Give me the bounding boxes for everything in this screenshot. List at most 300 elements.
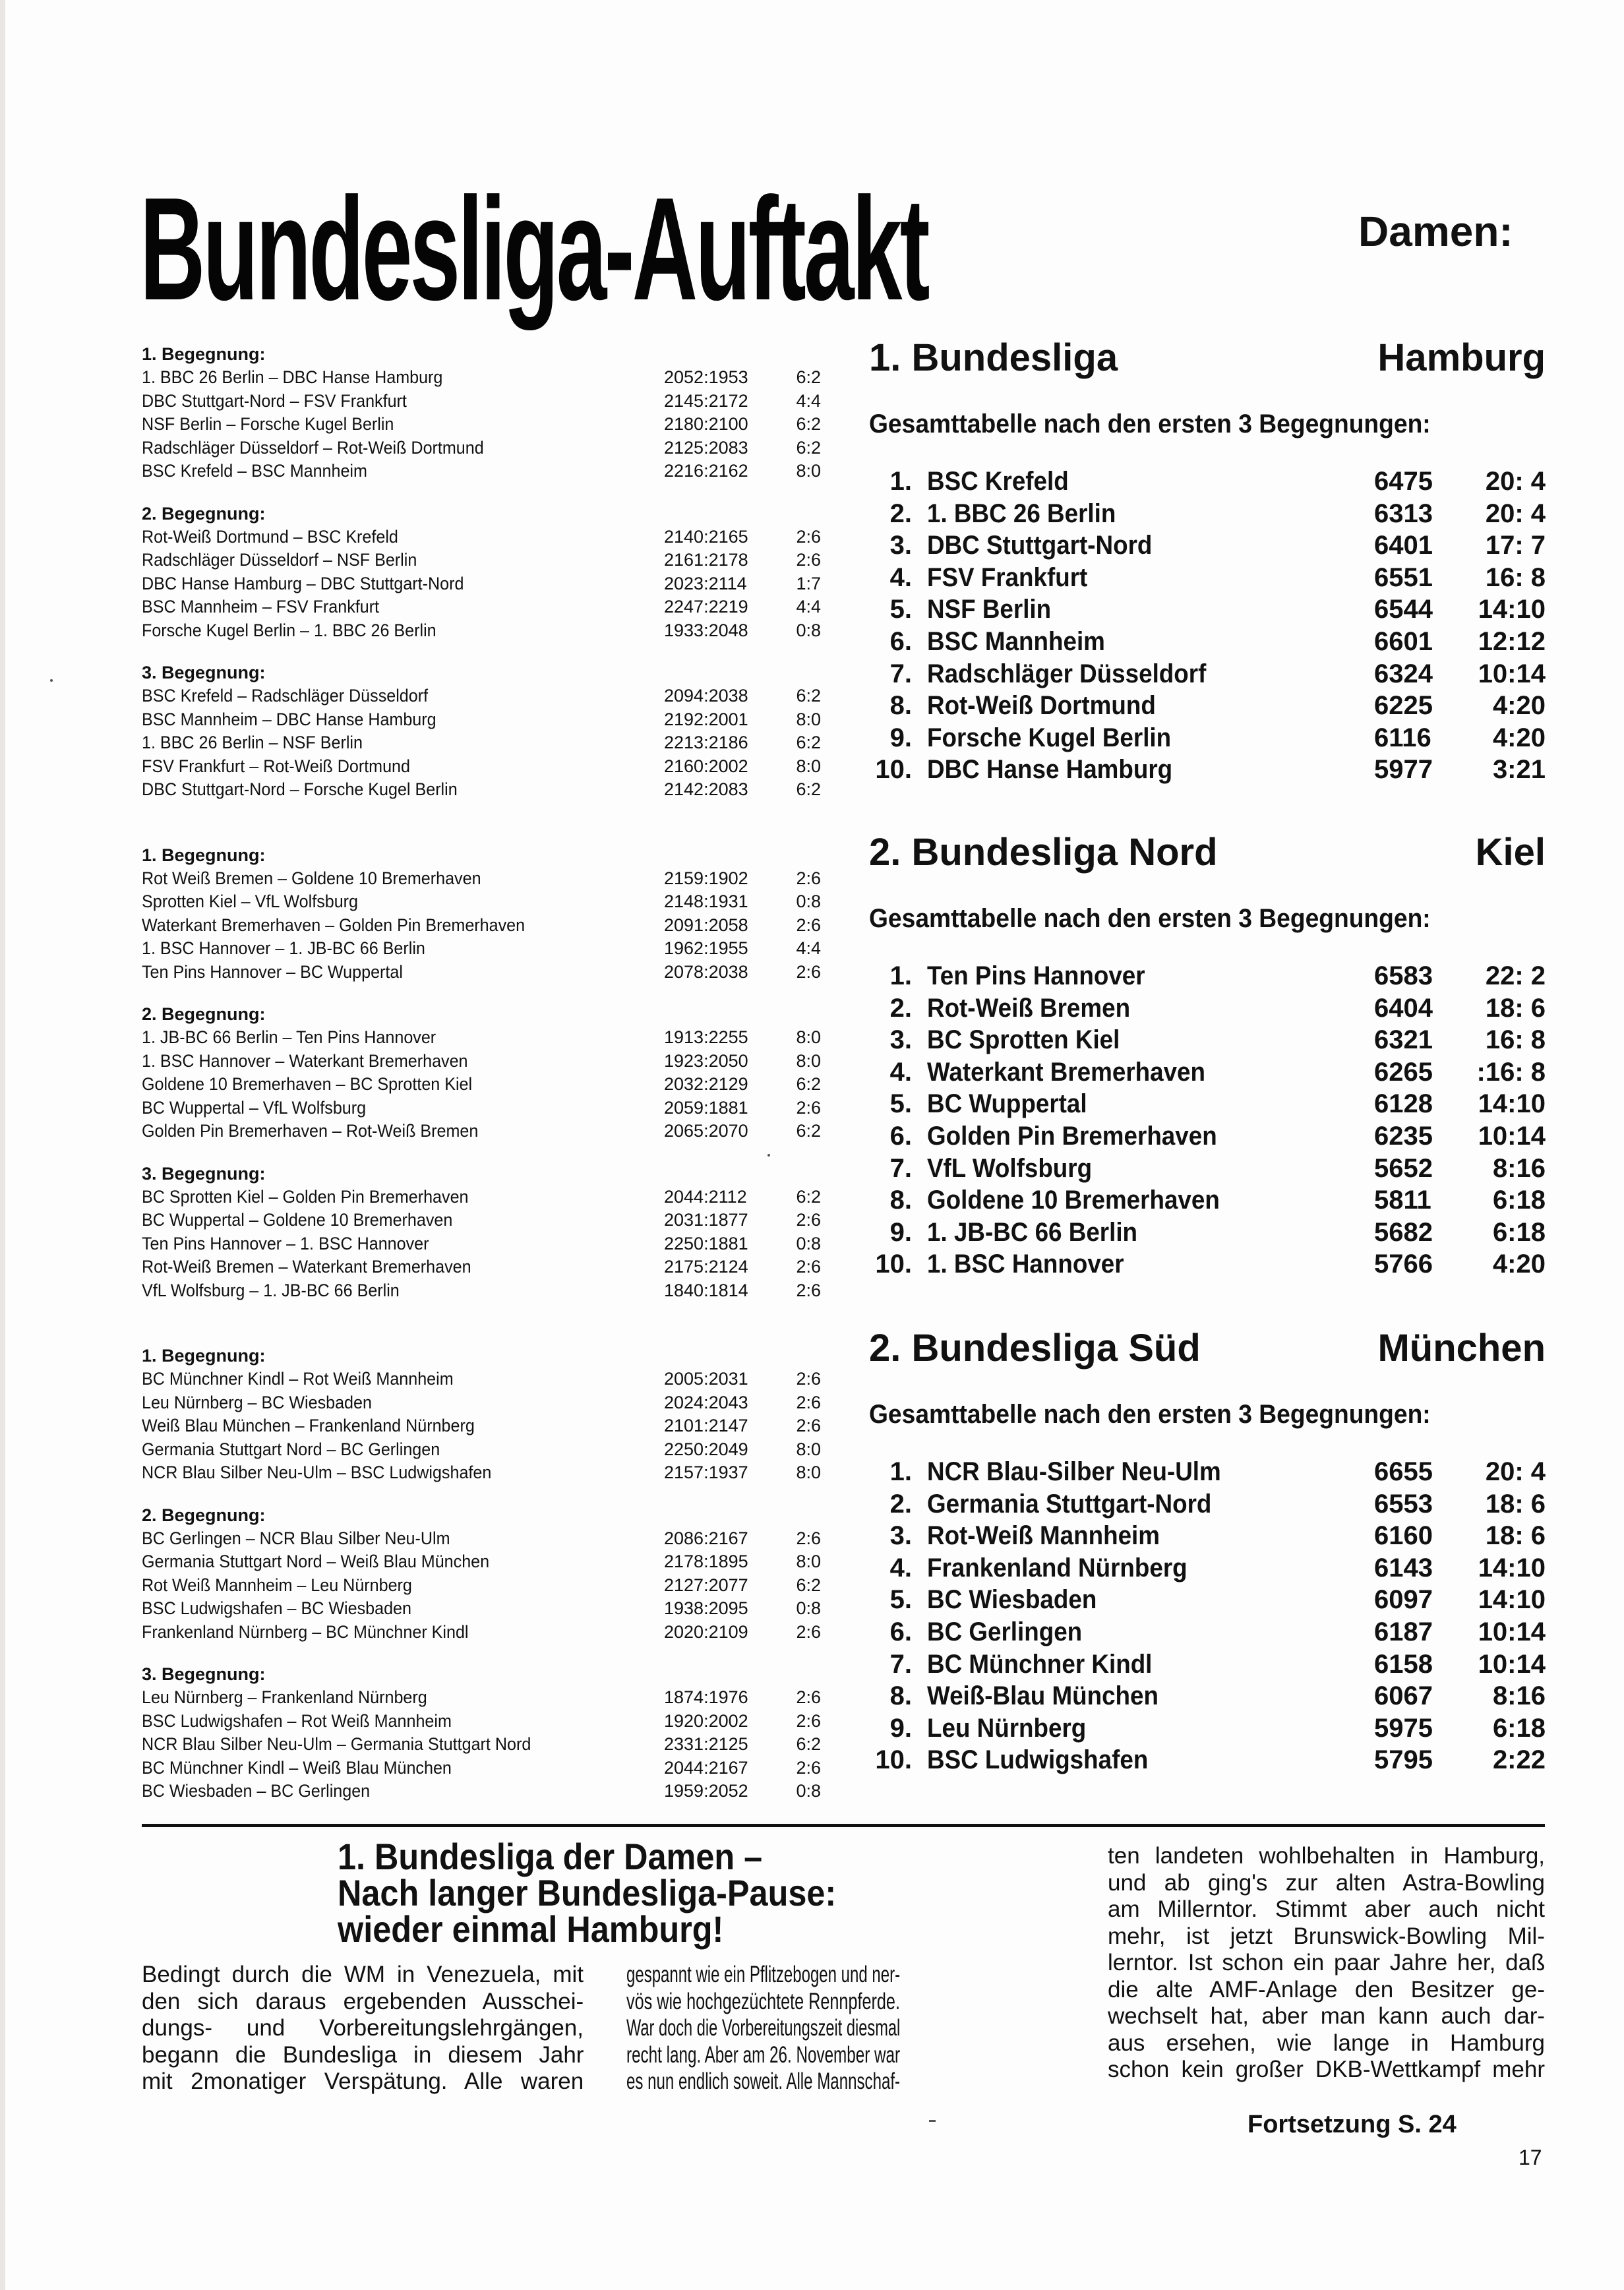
standings-row [869,1744,1546,1776]
match-teams: Ten Pins Hannover – 1. BSC Hannover [142,1233,429,1253]
match-teams: 1. BSC Hannover – Waterkant Bremerhaven [142,1050,468,1071]
standings-subtitle: Gesamttabelle nach den ersten 3 Begegnungen: [869,409,1431,438]
match-pins: 2247:2219 [664,597,748,617]
match-points: 6:2 [796,414,821,434]
match-pins: 2161:2178 [664,550,748,570]
standing-pins: 6655 [1374,1457,1433,1486]
standings-row [869,1680,1546,1712]
standing-rank: 10. [875,1250,912,1279]
article-line: den sich daraus ergebenden Ausschei- [142,1988,584,2014]
standing-rank: 4. [889,1553,912,1582]
match-points: 2:6 [796,1757,821,1778]
standing-team: Germania Stuttgart-Nord [927,1489,1212,1519]
section-label-damen: Damen: [1358,208,1513,255]
standing-rank: 3. [889,531,912,560]
article-line: die alte AMF-Anlage den Besitzer ge- [1108,1976,1545,2003]
standing-team: Waterkant Bremerhaven [927,1057,1206,1087]
match-points: 0:8 [796,891,821,911]
match-pins: 2180:2100 [664,414,748,434]
match-points: 2:6 [796,1369,821,1389]
match-teams: DBC Hanse Hamburg – DBC Stuttgart-Nord [142,573,464,593]
match-pins: 2044:2167 [664,1757,748,1778]
standing-points: 12:12 [1478,626,1546,656]
standings-row [869,1153,1546,1185]
standings-row [869,722,1546,754]
match-row [142,1550,821,1574]
match-points: 6:2 [796,1121,821,1141]
standing-team: Leu Nürnberg [927,1713,1087,1743]
standings-subtitle: Gesamttabelle nach den ersten 3 Begegnungen: [869,1400,1431,1429]
league-name: 1. Bundesliga [869,336,1118,379]
match-pins: 1874:1976 [664,1687,748,1707]
standing-points: 20: 4 [1485,467,1546,496]
standings-row [869,593,1546,626]
match-teams: Rot Weiß Mannheim – Leu Nürnberg [142,1575,412,1595]
match-points: 2:6 [796,1416,821,1435]
league-heading [869,335,1546,381]
match-teams: NSF Berlin – Forsche Kugel Berlin [142,414,394,434]
standing-pins: 6404 [1374,993,1433,1023]
standing-team: 1. JB-BC 66 Berlin [927,1217,1138,1247]
match-row [142,1438,821,1462]
standing-points: 10:14 [1478,1649,1546,1679]
article-line: es nun endlich soweit. Alle Mannschaf- [626,2068,901,2094]
match-pins: 2094:2038 [664,686,748,706]
match-teams: Leu Nürnberg – Frankenland Nürnberg [142,1687,427,1707]
standing-pins: 6116 [1374,723,1431,752]
standing-rank: 9. [889,723,912,752]
headline-line: wieder einmal Hamburg! [338,1908,724,1950]
standing-team: BSC Krefeld [927,467,1069,496]
match-teams: BC Münchner Kindl – Rot Weiß Mannheim [142,1369,454,1389]
standings-row [869,690,1546,722]
standing-team: Frankenland Nürnberg [927,1553,1188,1582]
standing-rank: 1. [889,467,912,496]
match-teams: 1. BBC 26 Berlin – DBC Hanse Hamburg [142,367,443,387]
standing-points: 4:20 [1492,691,1546,721]
standing-rank: 1. [889,961,912,990]
standings-row [869,1024,1546,1056]
standing-team: DBC Hanse Hamburg [927,755,1173,785]
match-pins: 2023:2114 [664,573,747,593]
match-points: 6:2 [796,1074,821,1094]
match-pins: 2125:2083 [664,437,748,458]
match-points: 8:0 [796,709,821,729]
standing-team: BC Wuppertal [927,1089,1087,1119]
standing-pins: 5652 [1374,1153,1433,1183]
match-teams: Golden Pin Bremerhaven – Rot-Weiß Bremen [142,1121,479,1141]
standings-row [869,1248,1546,1281]
standing-points: 18: 6 [1485,1521,1546,1551]
standing-rank: 6. [889,1121,912,1151]
match-pins: 1959:2052 [664,1781,748,1801]
standing-team: BC Gerlingen [927,1617,1083,1646]
match-points: 4:4 [796,597,821,617]
match-teams: Radschläger Düsseldorf – NSF Berlin [142,550,417,570]
match-row [142,1368,821,1391]
league-heading [869,1325,1546,1371]
match-row [142,708,821,732]
article-line: War doch die Vorbereitungszeit diesmal [626,2015,901,2041]
match-row [142,890,821,914]
match-row [142,961,821,984]
match-teams: FSV Frankfurt – Rot-Weiß Dortmund [142,756,410,776]
match-teams: Sprotten Kiel – VfL Wolfsburg [142,891,358,911]
match-pins: 1913:2255 [664,1027,748,1047]
standing-pins: 6324 [1374,659,1433,688]
match-pins: 2031:1877 [664,1210,748,1230]
league-venue: München [1377,1327,1546,1370]
standing-pins: 6475 [1374,467,1433,496]
headline-line: 1. Bundesliga der Damen – [338,1836,763,1877]
match-pins: 2145:2172 [664,390,748,411]
match-pins: 2148:1931 [664,891,748,911]
standing-rank: 7. [889,659,912,688]
match-points: 6:2 [796,1575,821,1595]
article-column-1 [142,1962,584,2095]
match-points: 6:2 [796,437,821,458]
standings-row [869,626,1546,658]
match-teams: Weiß Blau München – Frankenland Nürnberg [142,1416,475,1435]
round-heading: 2. Begegnung: [142,1004,266,1024]
standing-team: Rot-Weiß Bremen [927,993,1131,1023]
match-points: 0:8 [796,1781,821,1801]
match-teams: Germania Stuttgart Nord – Weiß Blau München [142,1552,490,1571]
standing-rank: 2. [889,498,912,528]
match-pins: 2331:2125 [664,1734,748,1754]
match-row [142,1255,821,1279]
match-teams: DBC Stuttgart-Nord – FSV Frankfurt [142,390,407,411]
article-line: und ab ging's zur alten Astra-Bowling [1108,1869,1545,1896]
article-line: Bedingt durch die WM in Venezuela, mit [142,1962,584,1987]
standings-row [869,1120,1546,1153]
match-pins: 2160:2002 [664,756,748,776]
standings-row [869,992,1546,1025]
standing-pins: 6225 [1374,691,1433,721]
match-pins: 1920:2002 [664,1710,748,1731]
standings-row [869,1488,1546,1521]
page-title: Bundesliga-Auftakt [140,167,928,331]
standing-team: 1. BBC 26 Berlin [927,498,1116,528]
match-pins: 2213:2186 [664,733,748,752]
standings-row [869,754,1546,786]
round-heading: 1. Begegnung: [142,845,266,865]
match-row [142,1527,821,1551]
standing-pins: 6128 [1374,1089,1433,1119]
standing-pins: 6097 [1374,1585,1433,1615]
match-row [142,1461,821,1485]
standings-row [869,1712,1546,1745]
print-speck [929,2120,936,2122]
standing-team: BSC Ludwigshafen [927,1745,1149,1775]
article-line: mit 2monatiger Verspätung. Alle waren [142,2068,584,2094]
match-row [142,413,821,437]
match-row [142,1414,821,1438]
standings-row [869,1616,1546,1648]
match-teams: BC Wuppertal – Goldene 10 Bremerhaven [142,1210,453,1230]
match-teams: BSC Ludwigshafen – BC Wiesbaden [142,1598,411,1618]
match-row [142,549,821,572]
match-points: 2:6 [796,868,821,888]
standing-team: BC Sprotten Kiel [927,1025,1120,1055]
standing-pins: 6544 [1374,595,1433,624]
standing-points: 14:10 [1478,1585,1546,1615]
standing-pins: 5682 [1374,1217,1433,1247]
match-pins: 2024:2043 [664,1392,748,1412]
match-pins: 2142:2083 [664,779,748,799]
standings-row [869,1088,1546,1120]
match-points: 6:2 [796,1734,821,1754]
match-row [142,1391,821,1415]
match-pins: 2052:1953 [664,367,748,387]
article-line: dungs- und Vorbereitungslehrgängen, [142,2015,584,2041]
standings-row [869,1056,1546,1089]
match-points: 8:0 [796,1027,821,1047]
match-row [142,1120,821,1143]
standing-points: 8:16 [1492,1153,1546,1183]
match-pins: 2178:1895 [664,1552,748,1571]
standing-pins: 5795 [1374,1745,1433,1775]
standing-team: Rot-Weiß Dortmund [927,691,1156,721]
round-heading: 3. Begegnung: [142,663,266,682]
match-results [142,343,821,1846]
article-line: schon kein großer DKB-Wettkampf mehr [1108,2057,1545,2082]
round-group [142,1663,821,1803]
match-row [142,778,821,802]
article-line: wechselt hat, aber man kann auch dar- [1108,2003,1546,2029]
match-points: 6:2 [796,367,821,387]
match-pins: 2059:1881 [664,1097,748,1118]
match-points: 2:6 [796,1710,821,1731]
match-points: 0:8 [796,1598,821,1618]
match-pins: 1840:1814 [664,1280,748,1300]
match-row [142,1621,821,1644]
match-teams: Rot Weiß Bremen – Goldene 10 Bremerhaven [142,868,481,888]
match-row [142,1597,821,1621]
article-line: begann die Bundesliga in diesem Jahr [142,2041,584,2068]
match-row [142,366,821,390]
match-teams: Forsche Kugel Berlin – 1. BBC 26 Berlin [142,620,436,640]
standing-points: 18: 6 [1485,993,1546,1023]
standings-row [869,1584,1546,1616]
standings-row [869,498,1546,530]
standings-row [869,466,1546,498]
match-points: 6:2 [796,779,821,799]
match-pins: 1923:2050 [664,1050,748,1071]
standing-pins: 6551 [1374,562,1433,592]
match-pins: 1938:2095 [664,1598,748,1618]
standing-team: FSV Frankfurt [927,562,1088,592]
match-row [142,1186,821,1209]
standing-team: DBC Stuttgart-Nord [927,531,1153,560]
match-pins: 2078:2038 [664,961,748,982]
article-line: aus ersehen, wie lange in Hamburg [1108,2030,1545,2056]
round-group [142,1162,821,1303]
match-points: 2:6 [796,1621,821,1642]
standing-rank: 9. [889,1217,912,1247]
league-name: 2. Bundesliga Nord [869,831,1218,874]
match-pins: 2175:2124 [664,1257,748,1277]
standing-rank: 5. [889,1089,912,1119]
match-row [142,1710,821,1733]
round-heading: 2. Begegnung: [142,503,266,524]
standing-points: 17: 7 [1485,531,1546,560]
match-pins: 2101:2147 [664,1416,748,1435]
match-row [142,526,821,549]
standing-team: VfL Wolfsburg [927,1153,1093,1183]
standing-team: NCR Blau-Silber Neu-Ulm [927,1457,1221,1486]
standing-team: Forsche Kugel Berlin [927,723,1172,752]
round-heading: 1. Begegnung: [142,344,266,364]
results-block [142,1344,821,1803]
standing-pins: 5977 [1374,755,1433,785]
standing-points: 22: 2 [1485,961,1546,990]
match-pins: 2159:1902 [664,868,748,888]
round-heading: 3. Begegnung: [142,1664,266,1684]
standing-points: 16: 8 [1485,562,1546,592]
match-points: 2:6 [796,1687,821,1707]
article-column-3 [1108,1843,1545,2084]
standing-team: Ten Pins Hannover [927,961,1145,990]
match-points: 8:0 [796,461,821,481]
match-row [142,1097,821,1120]
match-row [142,619,821,643]
standing-rank: 7. [889,1153,912,1183]
match-row [142,1757,821,1780]
standing-rank: 8. [889,1186,912,1215]
match-pins: 2005:2031 [664,1369,748,1389]
standing-rank: 3. [889,1025,912,1055]
match-row [142,867,821,891]
match-teams: BSC Mannheim – FSV Frankfurt [142,597,380,617]
standing-pins: 6553 [1374,1489,1433,1519]
match-pins: 1962:1955 [664,938,748,958]
article-line: am Millerntor. Stimmt aber auch nicht [1108,1896,1545,1922]
standings-table [869,829,1546,1281]
standing-points: 14:10 [1478,1089,1546,1119]
standing-points: 10:14 [1478,1617,1546,1646]
league-venue: Kiel [1475,831,1546,874]
standing-pins: 5975 [1374,1713,1433,1743]
match-teams: Germania Stuttgart Nord – BC Gerlingen [142,1439,440,1459]
match-pins: 2140:2165 [664,526,748,547]
match-points: 6:2 [796,686,821,706]
match-row [142,1050,821,1073]
match-row [142,1232,821,1256]
match-row [142,1209,821,1232]
league-name: 2. Bundesliga Süd [869,1327,1201,1370]
round-heading: 3. Begegnung: [142,1163,266,1184]
standing-pins: 6583 [1374,961,1433,990]
standings-row [869,1217,1546,1249]
standing-rank: 10. [875,755,912,785]
match-row [142,1686,821,1710]
standing-points: 14:10 [1478,595,1546,624]
print-speck [50,679,53,682]
match-pins: 2250:1881 [664,1233,748,1253]
article-line: ten landeten wohlbehalten in Hamburg, [1108,1843,1546,1869]
match-teams: 1. BBC 26 Berlin – NSF Berlin [142,733,363,752]
match-teams: DBC Stuttgart-Nord – Forsche Kugel Berlin [142,779,458,799]
match-teams: Ten Pins Hannover – BC Wuppertal [142,961,403,982]
headline-line: Nach langer Bundesliga-Pause: [338,1872,837,1913]
match-points: 8:0 [796,1439,821,1459]
match-points: 2:6 [796,1280,821,1300]
standing-points: 20: 4 [1485,1457,1546,1486]
match-teams: Rot-Weiß Bremen – Waterkant Bremerhaven [142,1257,471,1277]
standings-row [869,1552,1546,1584]
standing-rank: 10. [875,1745,912,1775]
standing-points: 18: 6 [1485,1489,1546,1519]
round-group [142,844,821,984]
match-teams: Waterkant Bremerhaven – Golden Pin Bremerhaven [142,915,526,935]
match-teams: BC Wiesbaden – BC Gerlingen [142,1781,371,1801]
article-line: gespannt wie ein Pflitzebogen und ner- [626,1962,901,1987]
match-points: 2:6 [796,550,821,570]
match-teams: Rot-Weiß Dortmund – BSC Krefeld [142,526,398,547]
match-points: 2:6 [796,1392,821,1412]
standing-rank: 8. [889,691,912,721]
match-points: 0:8 [796,1233,821,1253]
match-pins: 2157:1937 [664,1462,748,1482]
standing-points: 4:20 [1492,1250,1546,1279]
match-row [142,1279,821,1303]
round-group [142,1504,821,1644]
match-row [142,1733,821,1757]
standing-points: 3:21 [1492,755,1546,785]
standing-points: 20: 4 [1485,498,1546,528]
match-points: 0:8 [796,620,821,640]
match-teams: BSC Krefeld – BSC Mannheim [142,461,367,481]
standing-pins: 6601 [1374,626,1433,656]
standing-team: Golden Pin Bremerhaven [927,1121,1217,1151]
standing-points: 6:18 [1492,1713,1546,1743]
standing-rank: 1. [889,1457,912,1486]
match-row [142,937,821,961]
standing-rank: 3. [889,1521,912,1551]
standings-table [869,335,1546,786]
match-row [142,731,821,755]
match-points: 2:6 [796,961,821,982]
standing-rank: 8. [889,1681,912,1711]
match-row [142,1574,821,1598]
match-row [142,755,821,779]
standing-points: 14:10 [1478,1553,1546,1582]
standings-row [869,1648,1546,1681]
standings-rows [869,960,1546,1281]
standing-points: 16: 8 [1485,1025,1546,1055]
standings-row [869,529,1546,562]
print-speck [767,1154,770,1157]
article-line: lerntor. Ist schon ein paar Jahre her, daß [1108,1950,1546,1975]
league-heading [869,829,1546,876]
match-pins: 2086:2167 [664,1528,748,1548]
match-teams: 1. BSC Hannover – 1. JB-BC 66 Berlin [142,938,425,958]
continuation-note: Fortsetzung S. 24 [1248,2111,1457,2138]
standing-rank: 6. [889,626,912,656]
round-group [142,343,821,483]
round-group [142,1003,821,1143]
standing-pins: 6235 [1374,1121,1433,1151]
round-heading: 1. Begegnung: [142,1346,266,1366]
standings-subtitle: Gesamttabelle nach den ersten 3 Begegnungen: [869,904,1431,933]
match-pins: 2250:2049 [664,1439,748,1459]
standings-row [869,658,1546,690]
match-teams: BC Wuppertal – VfL Wolfsburg [142,1097,367,1118]
standing-points: 8:16 [1492,1681,1546,1711]
match-pins: 2127:2077 [664,1575,748,1595]
match-pins: 2032:2129 [664,1074,748,1094]
